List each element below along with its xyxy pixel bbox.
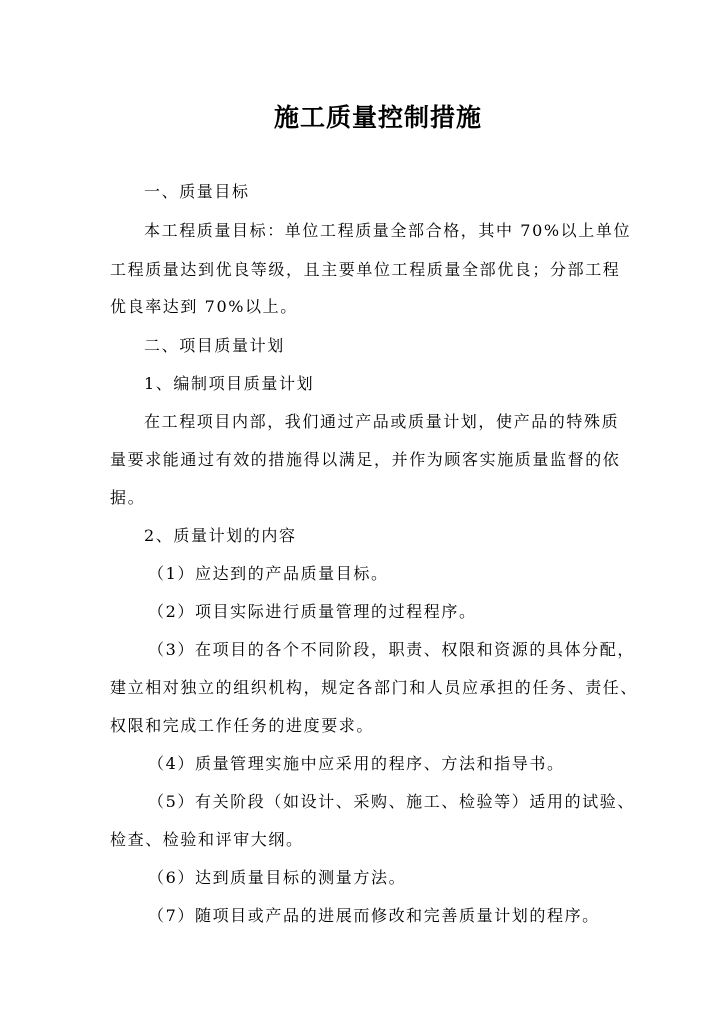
paragraph-line: 据。: [110, 488, 146, 507]
list-item: （2）项目实际进行质量管理的过程程序。: [148, 602, 477, 621]
section-heading-quality-plan: 二、项目质量计划: [144, 336, 285, 355]
paragraph-line: 优良率达到 70%以上。: [110, 297, 298, 316]
paragraph-line: 本工程质量目标：单位工程质量全部合格，其中 70%以上单位: [144, 221, 632, 240]
list-item-continuation: 建立相对独立的组织机构，规定各部门和人员应承担的任务、责任、: [110, 678, 639, 697]
paragraph-line: 工程质量达到优良等级，且主要单位工程质量全部优良；分部工程: [110, 260, 621, 279]
subsection-heading-compile-plan: 1、编制项目质量计划: [144, 374, 315, 393]
list-item: （4）质量管理实施中应采用的程序、方法和指导书。: [148, 754, 565, 773]
subsection-heading-plan-content: 2、质量计划的内容: [144, 526, 297, 545]
list-item-continuation: 检查、检验和评审大纲。: [110, 830, 304, 849]
list-item: （5）有关阶段（如设计、采购、施工、检验等）适用的试验、: [148, 792, 635, 811]
list-item: （1）应达到的产品质量目标。: [148, 564, 389, 583]
document-title: 施工质量控制措施: [273, 103, 482, 132]
list-item: （3）在项目的各个不同阶段，职责、权限和资源的具体分配，: [148, 640, 635, 659]
list-item: （6）达到质量目标的测量方法。: [148, 868, 407, 887]
paragraph-line: 在工程项目内部，我们通过产品或质量计划，使产品的特殊质: [144, 412, 620, 431]
list-item: （7）随项目或产品的进展而修改和完善质量计划的程序。: [148, 906, 600, 925]
list-item-continuation: 权限和完成工作任务的进度要求。: [110, 716, 375, 735]
paragraph-line: 量要求能通过有效的措施得以满足，并作为顾客实施质量监督的依: [110, 450, 621, 469]
section-heading-quality-goal: 一、质量目标: [144, 182, 250, 201]
